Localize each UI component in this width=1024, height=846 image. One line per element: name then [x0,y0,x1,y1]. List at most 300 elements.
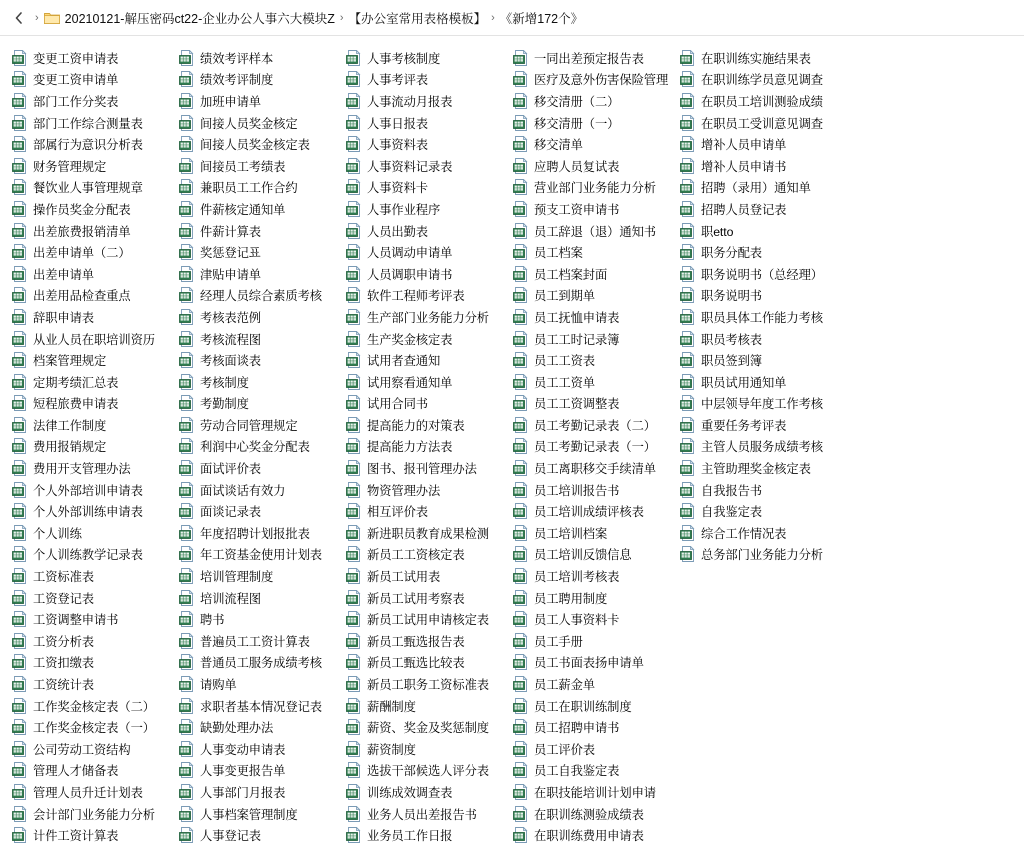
list-item[interactable] [678,393,845,415]
list-item[interactable] [10,760,177,782]
list-item[interactable] [511,630,678,652]
list-item-label: 公司劳动工资结构 [33,742,131,757]
xls-document-icon [179,395,195,411]
list-item-label: 提高能力的对策表 [367,418,465,433]
list-item[interactable] [344,803,511,825]
list-item[interactable] [344,608,511,630]
list-item[interactable] [344,241,511,263]
list-item-label: 人事登记表 [200,829,261,844]
list-item[interactable] [344,522,511,544]
xls-document-icon [680,244,696,260]
list-item[interactable] [177,155,344,177]
list-item[interactable] [678,285,845,307]
list-item[interactable] [10,695,177,717]
list-item[interactable] [10,263,177,285]
list-item[interactable] [678,47,845,69]
list-item-label: 员工人事资料卡 [534,613,620,628]
list-item[interactable] [177,177,344,199]
list-item-label: 工资统计表 [33,678,94,693]
xls-document-icon [12,568,28,584]
list-item[interactable] [10,500,177,522]
xls-document-icon [680,179,696,195]
list-item-label: 自我鉴定表 [701,505,762,520]
list-item[interactable] [511,565,678,587]
list-item[interactable] [344,630,511,652]
list-item[interactable] [10,112,177,134]
list-item[interactable] [177,220,344,242]
list-item-label: 个人外部训练申请表 [33,505,143,520]
list-item[interactable] [344,500,511,522]
xls-document-icon [680,438,696,454]
list-item[interactable] [678,198,845,220]
xls-document-icon [12,741,28,757]
list-item-label: 新员工试用考察表 [367,591,465,606]
xls-document-icon [179,417,195,433]
xls-document-icon [513,654,529,670]
list-item[interactable] [344,824,511,846]
list-item[interactable] [344,652,511,674]
breadcrumb-item-2[interactable]: 《新增172个》 [499,11,584,26]
list-item[interactable] [10,803,177,825]
breadcrumb-item-0[interactable]: 20210121-解压密码ct22-企业办公人事六大模块Z [64,11,335,26]
list-item[interactable] [511,306,678,328]
list-item[interactable] [511,738,678,760]
list-item[interactable] [177,306,344,328]
list-item-label: 人事考评表 [367,73,428,88]
list-item[interactable] [344,328,511,350]
list-item[interactable] [678,306,845,328]
list-item[interactable] [678,522,845,544]
list-item[interactable] [678,544,845,566]
xls-document-icon [346,352,362,368]
list-item[interactable] [344,695,511,717]
list-item[interactable] [511,436,678,458]
list-item[interactable] [344,155,511,177]
xls-document-icon [680,374,696,390]
xls-document-icon [346,590,362,606]
list-item-label: 职务说明书 [701,289,762,304]
list-item-label: 人事部门月报表 [200,785,286,800]
list-item[interactable] [344,285,511,307]
list-item[interactable] [177,587,344,609]
list-item-label: 员工薪金单 [534,678,595,693]
xls-document-icon [346,482,362,498]
xls-document-icon [12,503,28,519]
list-item[interactable] [344,349,511,371]
list-item[interactable] [10,544,177,566]
xls-document-icon [179,115,195,131]
file-grid [10,47,1020,846]
list-item[interactable] [511,522,678,544]
list-item[interactable] [10,47,177,69]
list-item[interactable] [344,306,511,328]
list-item-label: 操作员奖金分配表 [33,202,131,217]
list-item[interactable] [10,824,177,846]
list-item[interactable] [10,652,177,674]
list-item[interactable] [10,738,177,760]
list-item[interactable] [678,177,845,199]
chevron-left-icon[interactable] [10,9,28,27]
list-item[interactable] [678,155,845,177]
list-item-label: 在职训练实施结果表 [701,51,811,66]
xls-document-icon [513,719,529,735]
list-item[interactable] [678,133,845,155]
list-item[interactable] [10,781,177,803]
list-item-label: 出差用品检查重点 [33,289,131,304]
xls-document-icon [179,309,195,325]
xls-document-icon [513,352,529,368]
list-item-label: 员工培训成绩评核表 [534,505,644,520]
xls-document-icon [179,503,195,519]
list-item[interactable] [344,371,511,393]
list-item[interactable] [678,371,845,393]
list-item-label: 提高能力方法表 [367,440,453,455]
list-item[interactable] [10,436,177,458]
xls-document-icon [12,71,28,87]
list-item[interactable] [344,69,511,91]
list-item[interactable] [177,133,344,155]
list-item-label: 职务说明书（总经理） [701,267,823,282]
list-item[interactable] [511,155,678,177]
list-item[interactable] [344,133,511,155]
xls-document-icon [179,158,195,174]
list-item[interactable] [344,220,511,242]
xls-document-icon [680,482,696,498]
list-item[interactable] [10,414,177,436]
list-item[interactable] [177,371,344,393]
list-item[interactable] [344,47,511,69]
xls-document-icon [346,136,362,152]
list-item-label: 兼职员工工作合约 [200,181,298,196]
list-item[interactable] [344,112,511,134]
list-item[interactable] [10,630,177,652]
list-item[interactable] [10,587,177,609]
list-item[interactable] [10,565,177,587]
list-item[interactable] [10,349,177,371]
list-item-label: 物资管理办法 [367,483,441,498]
xls-document-icon [680,525,696,541]
list-item[interactable] [177,630,344,652]
xls-document-icon [513,287,529,303]
list-item[interactable] [177,500,344,522]
list-item[interactable] [344,263,511,285]
list-item[interactable] [344,781,511,803]
list-item[interactable] [177,716,344,738]
list-item-label: 新员工试用表 [367,570,441,585]
list-item[interactable] [177,263,344,285]
list-item[interactable] [177,349,344,371]
list-item[interactable] [511,177,678,199]
list-item[interactable] [678,220,845,242]
list-item-label: 短程旅费申请表 [33,397,119,412]
list-item[interactable] [177,285,344,307]
xls-document-icon [513,374,529,390]
list-item[interactable] [177,414,344,436]
list-item-label: 试用合同书 [367,397,428,412]
list-item[interactable] [511,457,678,479]
list-item[interactable] [511,69,678,91]
xls-document-icon [346,266,362,282]
list-item[interactable] [344,457,511,479]
list-item-label: 员工离职移交手续清单 [534,462,656,477]
list-item[interactable] [511,133,678,155]
list-item[interactable] [511,112,678,134]
list-item[interactable] [10,608,177,630]
xls-document-icon [680,93,696,109]
list-item-label: 生产部门业务能力分析 [367,310,489,325]
xls-document-icon [680,50,696,66]
xls-document-icon [12,546,28,562]
list-item[interactable] [177,695,344,717]
list-item[interactable] [177,544,344,566]
list-item[interactable] [10,479,177,501]
list-item[interactable] [344,565,511,587]
list-item-label: 人员调动申请单 [367,246,453,261]
list-item-label: 会计部门业务能力分析 [33,807,155,822]
xls-document-icon [346,611,362,627]
xls-document-icon [346,784,362,800]
list-item[interactable] [177,457,344,479]
xls-document-icon [12,827,28,843]
xls-document-icon [513,698,529,714]
list-item[interactable] [10,90,177,112]
list-item[interactable] [344,760,511,782]
list-item[interactable] [678,457,845,479]
xls-document-icon [12,698,28,714]
list-item-label: 人事考核制度 [367,51,441,66]
list-item[interactable] [177,608,344,630]
list-item[interactable] [177,652,344,674]
xls-document-icon [12,136,28,152]
list-item[interactable] [344,738,511,760]
list-item[interactable] [511,652,678,674]
list-item[interactable] [511,263,678,285]
xls-document-icon [346,179,362,195]
list-item-label: 人事资料记录表 [367,159,453,174]
list-item[interactable] [10,177,177,199]
list-item-label: 新员工试用申请核定表 [367,613,489,628]
xls-document-icon [346,806,362,822]
xls-document-icon [179,611,195,627]
list-item[interactable] [511,608,678,630]
list-item-label: 业务员工作日报 [367,829,453,844]
list-item[interactable] [177,565,344,587]
xls-document-icon [513,417,529,433]
list-item[interactable] [10,716,177,738]
list-item[interactable] [511,198,678,220]
list-item[interactable] [344,198,511,220]
list-item[interactable] [511,781,678,803]
list-item-label: 新员工职务工资标准表 [367,678,489,693]
xls-document-icon [12,784,28,800]
xls-document-icon [346,525,362,541]
xls-document-icon [12,179,28,195]
list-item[interactable] [10,371,177,393]
list-item[interactable] [344,393,511,415]
list-item[interactable] [511,587,678,609]
list-item[interactable] [511,673,678,695]
xls-document-icon [680,309,696,325]
list-item[interactable] [511,328,678,350]
list-item-label: 综合工作情况表 [701,526,787,541]
list-item[interactable] [344,177,511,199]
list-item[interactable] [177,393,344,415]
list-item[interactable] [511,716,678,738]
xls-document-icon [680,266,696,282]
xls-document-icon [513,741,529,757]
list-item-label: 职务分配表 [701,246,762,261]
list-item[interactable] [10,155,177,177]
xls-document-icon [179,633,195,649]
xls-document-icon [12,654,28,670]
list-item[interactable] [678,328,845,350]
list-item[interactable] [678,500,845,522]
list-item[interactable] [10,241,177,263]
list-item[interactable] [177,241,344,263]
list-item[interactable] [511,241,678,263]
list-item-label: 出差旅费报销清单 [33,224,131,239]
list-item-label: 人事变动申请表 [200,742,286,757]
list-item[interactable] [511,285,678,307]
list-item[interactable] [511,220,678,242]
list-item[interactable] [511,824,678,846]
list-item[interactable] [177,522,344,544]
list-item[interactable] [678,436,845,458]
list-item[interactable] [344,673,511,695]
list-item[interactable] [10,285,177,307]
list-item[interactable] [511,500,678,522]
list-item[interactable] [177,824,344,846]
list-item-label: 人事作业程序 [367,202,441,217]
xls-document-icon [513,223,529,239]
list-item[interactable] [678,263,845,285]
list-item[interactable] [678,69,845,91]
list-item[interactable] [678,241,845,263]
list-item[interactable] [10,328,177,350]
list-item[interactable] [511,760,678,782]
list-item-label: 新员工甄选比较表 [367,656,465,671]
xls-document-icon [513,633,529,649]
list-item[interactable] [177,69,344,91]
list-item-label: 人事流动月报表 [367,94,453,109]
list-item[interactable] [177,198,344,220]
list-item[interactable] [678,112,845,134]
breadcrumb-item-1[interactable]: 【办公室常用表格模板】 [348,11,487,26]
list-item[interactable] [511,803,678,825]
list-item-label: 员工考勤记录表（一） [534,440,656,455]
list-item[interactable] [678,349,845,371]
xls-document-icon [179,525,195,541]
list-item[interactable] [10,457,177,479]
list-item[interactable] [177,436,344,458]
list-item[interactable] [678,479,845,501]
xls-document-icon [680,503,696,519]
list-item[interactable] [177,479,344,501]
list-item[interactable] [10,133,177,155]
xls-document-icon [179,287,195,303]
list-item-label: 从业人员在职培训资历 [33,332,155,347]
list-item[interactable] [511,695,678,717]
list-item[interactable] [177,803,344,825]
xls-document-icon [513,201,529,217]
list-item[interactable] [177,760,344,782]
list-item-label: 人事日报表 [367,116,428,131]
list-item[interactable] [344,479,511,501]
xls-document-icon [179,374,195,390]
list-item-label: 软件工程师考评表 [367,289,465,304]
list-item[interactable] [511,371,678,393]
list-item[interactable] [177,328,344,350]
list-item-label: 营业部门业务能力分析 [534,181,656,196]
list-item[interactable] [177,738,344,760]
list-item[interactable] [511,544,678,566]
xls-document-icon [680,223,696,239]
list-item[interactable] [511,90,678,112]
xls-document-icon [680,158,696,174]
xls-document-icon [513,266,529,282]
list-item-label: 选拔干部候选人评分表 [367,764,489,779]
list-item-label: 移交清册（一） [534,116,620,131]
xls-document-icon [12,50,28,66]
list-item-label: 新进职员教育成果检测 [367,526,489,541]
list-item[interactable] [10,69,177,91]
list-item-label: 员工工资表 [534,354,595,369]
list-item[interactable] [511,479,678,501]
list-item-label: 增补人员申请书 [701,159,787,174]
list-item[interactable] [511,349,678,371]
list-item-label: 职员考核表 [701,332,762,347]
list-item[interactable] [344,90,511,112]
list-item-label: 相互评价表 [367,505,428,520]
list-item[interactable] [344,587,511,609]
list-item[interactable] [177,47,344,69]
xls-document-icon [513,525,529,541]
list-item[interactable] [678,414,845,436]
list-item[interactable] [344,436,511,458]
list-item[interactable] [177,781,344,803]
list-item[interactable] [511,393,678,415]
list-item[interactable] [344,544,511,566]
list-item-label: 面试评价表 [200,462,261,477]
list-item[interactable] [177,673,344,695]
list-item[interactable] [10,220,177,242]
list-item[interactable] [177,90,344,112]
xls-document-icon [179,827,195,843]
list-item-label: 人员调职申请书 [367,267,453,282]
list-item[interactable] [10,306,177,328]
xls-document-icon [179,179,195,195]
list-item-label: 加班申请单 [200,94,261,109]
list-item[interactable] [678,90,845,112]
list-item[interactable] [511,47,678,69]
xls-document-icon [12,287,28,303]
list-item[interactable] [10,673,177,695]
list-item[interactable] [177,112,344,134]
list-item[interactable] [344,716,511,738]
xls-document-icon [12,266,28,282]
list-item[interactable] [344,414,511,436]
list-item[interactable] [10,198,177,220]
xls-document-icon [346,762,362,778]
xls-document-icon [346,438,362,454]
xls-document-icon [12,395,28,411]
breadcrumb[interactable] [0,0,1024,36]
list-item-label: 管理人才储备表 [33,764,119,779]
list-item[interactable] [10,522,177,544]
list-item[interactable] [511,414,678,436]
list-item-label: 出差申请单（二） [33,246,131,261]
list-item[interactable] [10,393,177,415]
